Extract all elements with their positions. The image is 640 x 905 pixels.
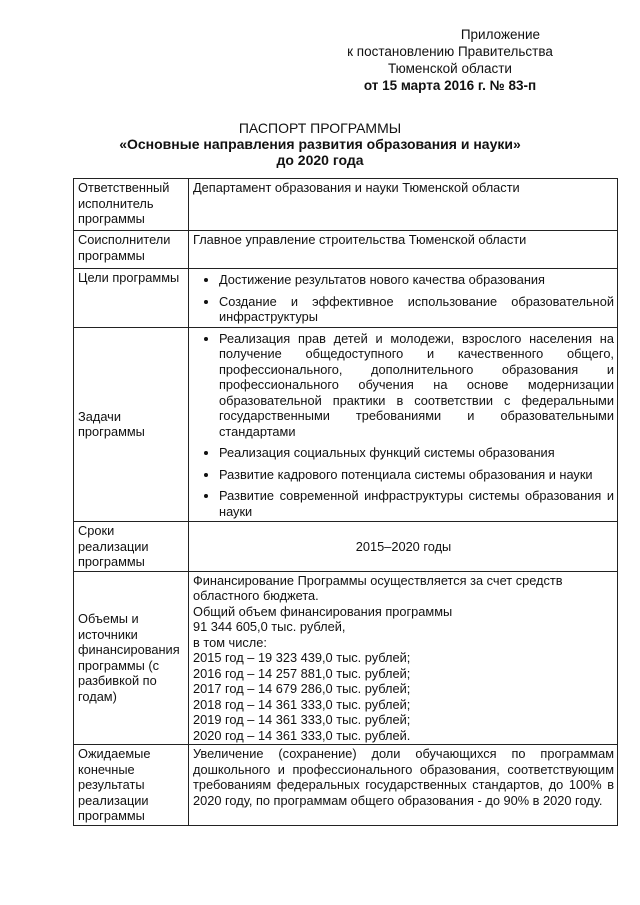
financing-year: 2019 год – 14 361 333,0 тыс. рублей; bbox=[193, 712, 411, 727]
list-item: • Реализация социальных функций системы образования bbox=[219, 445, 614, 461]
list-item: • Достижение результатов нового качества образования bbox=[219, 272, 614, 288]
passport-table bbox=[73, 178, 618, 826]
coexecutors-value: Главное управление строительства Тюменской области bbox=[189, 231, 618, 269]
list-item: • Развитие современной инфраструктуры системы образования и науки bbox=[219, 488, 614, 519]
financing-including: в том числе: bbox=[193, 634, 267, 650]
row-coexecutors bbox=[74, 231, 618, 269]
financing-year: 2020 год – 14 361 333,0 тыс. рублей. bbox=[193, 727, 411, 743]
financing-intro: Финансирование Программы осуществляется за счет средств областного бюджета. bbox=[193, 572, 563, 603]
row-goals bbox=[74, 269, 618, 328]
financing-label: Объемы и источники финансирования программы (с разбивкой по годам) bbox=[74, 571, 189, 745]
list-item: • Создание и эффективное использование образовательной инфраструктуры bbox=[219, 294, 614, 325]
document-title bbox=[0, 120, 640, 168]
tasks-value bbox=[189, 327, 618, 522]
title-period: до 2020 года bbox=[276, 152, 364, 168]
executor-label: Ответственный исполнитель программы bbox=[74, 179, 189, 231]
executor-value: Департамент образования и науки Тюменской области bbox=[189, 179, 618, 231]
financing-total-label: Общий объем финансирования программы bbox=[193, 603, 453, 619]
goals-value bbox=[189, 269, 618, 328]
financing-year: 2017 год – 14 679 286,0 тыс. рублей; bbox=[193, 681, 411, 696]
row-executor bbox=[74, 179, 618, 231]
list-item: • Развитие кадрового потенциала системы образования и науки bbox=[219, 467, 614, 483]
goals-label: Цели программы bbox=[74, 269, 189, 328]
list-item: • Реализация прав детей и молодежи, взрослого населения на получение общедоступного и качественного общего, профессионального, дополнительного образования и профессионального обучения на основе модернизации образовательной практики в соответствии с федеральными государственными требованиями и образовательными стандартами bbox=[219, 331, 614, 440]
goals-list bbox=[193, 272, 614, 325]
title-program-name: «Основные направления развития образования и науки» bbox=[119, 136, 521, 152]
title-passport: ПАСПОРТ ПРОГРАММЫ bbox=[238, 120, 402, 136]
tasks-list bbox=[193, 331, 614, 520]
financing-year: 2015 год – 19 323 439,0 тыс. рублей; bbox=[193, 650, 411, 665]
coexecutors-label: Соисполнители программы bbox=[74, 231, 189, 269]
row-results bbox=[74, 745, 618, 826]
financing-year: 2018 год – 14 361 333,0 тыс. рублей; bbox=[193, 696, 411, 712]
results-label: Ожидаемые конечные результаты реализации программы bbox=[74, 745, 189, 826]
financing-value bbox=[189, 571, 618, 745]
document-header bbox=[320, 26, 580, 94]
resolution-date: от 15 марта 2016 г. № 83-п bbox=[363, 78, 537, 93]
period-label: Сроки реализации программы bbox=[74, 522, 189, 572]
row-financing bbox=[74, 571, 618, 745]
row-period bbox=[74, 522, 618, 572]
row-tasks bbox=[74, 327, 618, 522]
tasks-label: Задачи программы bbox=[74, 327, 189, 522]
appendix-label: Приложение bbox=[460, 27, 540, 42]
resolution-reference: к постановлению Правительства bbox=[347, 44, 553, 59]
results-value: Увеличение (сохранение) доли обучающихся по программам дошкольного и профессионального образования, соответствующим требованиям федеральных государственных стандартов, до 100% в 2020 году, по программам общего образования - до 90% в 2020 году. bbox=[189, 745, 618, 826]
financing-total: 91 344 605,0 тыс. рублей, bbox=[193, 619, 346, 634]
financing-year: 2016 год – 14 257 881,0 тыс. рублей; bbox=[193, 665, 411, 681]
period-value: 2015–2020 годы bbox=[189, 522, 618, 572]
region-name: Тюменской области bbox=[388, 61, 512, 76]
